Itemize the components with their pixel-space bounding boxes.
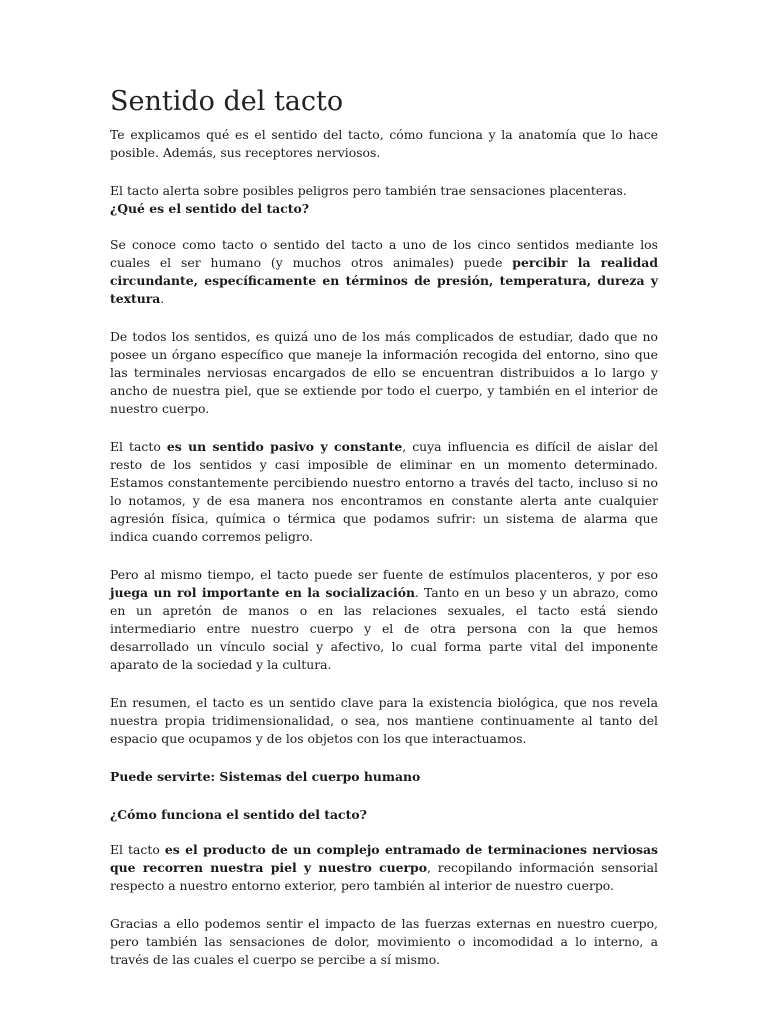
- paragraph-3-text: El tacto: [110, 439, 167, 454]
- paragraph-1-bold: percibir la realidad circundante, específicamente en términos de presión, temperatura, dureza y textura: [110, 255, 658, 306]
- paragraph-6-end: , recopilando información sensorial respecto a nuestro entorno exterior, pero también al interior de nuestro cuerpo.: [110, 860, 658, 893]
- paragraph-4: [110, 566, 658, 674]
- section-heading-que-text: ¿Qué es el sentido del tacto?: [110, 201, 309, 216]
- intro-paragraph: Te explicamos qué es el sentido del tacto, cómo funciona y la anatomía que lo hace posible. Además, sus receptores nerviosos.: [110, 127, 658, 160]
- document-page: [110, 84, 658, 969]
- paragraph-7: Gracias a ello podemos sentir el impacto de las fuerzas externas en nuestro cuerpo, pero también las sensaciones de dolor, movimiento o incomodidad a lo interno, a través de las cuales el cuerpo se percibe a sí mismo.: [110, 916, 658, 967]
- paragraph-4-end: . Tanto en un beso y un abrazo, como en un apretón de manos o en las relaciones sexuales, el tacto está siendo intermediario entre nuestro cuerpo y el de otra persona con la que hemos desarrollado un vínculo social y afectivo, lo cual forma parte vital del imponente aparato de la sociedad y la cultura.: [110, 585, 658, 672]
- see-also-text[interactable]: Puede servirte: Sistemas del cuerpo humano: [110, 769, 421, 784]
- paragraph-1-text: Se conoce como tacto o sentido del tacto a uno de los cinco sentidos mediante los cuales el ser humano (y muchos otros animales) puede: [110, 237, 658, 270]
- image-caption: El tacto alerta sobre posibles peligros pero también trae sensaciones placenteras.: [110, 183, 627, 198]
- paragraph-3-end: , cuya influencia es difícil de aislar del resto de los sentidos y casi imposible de eliminar en un momento determinado. Estamos constantemente percibiendo nuestro entorno a través del tacto, incluso si no lo notamos, y de esa manera nos encontramos en constante alerta ante cualquier agresión física, química o térmica que podamos sufrir: un sistema de alarma que indica cuando corremos peligro.: [110, 439, 658, 544]
- paragraph-4-text: Pero al mismo tiempo, el tacto puede ser fuente de estímulos placenteros, y por eso: [110, 567, 658, 582]
- section-heading-como-text: ¿Cómo funciona el sentido del tacto?: [110, 807, 367, 822]
- section-heading-como: [110, 806, 658, 824]
- page-title: Sentido del tacto: [110, 86, 344, 117]
- see-also-link[interactable]: [110, 768, 658, 786]
- paragraph-5: En resumen, el tacto es un sentido clave para la existencia biológica, que nos revela nuestra propia tridimensionalidad, o sea, nos mantiene continuamente al tanto del espacio que ocupamos y de los objetos con los que interactuamos.: [110, 695, 658, 746]
- paragraph-6-bold: es el producto de un complejo entramado de terminaciones nerviosas que recorren nuestra piel y nuestro cuerpo: [110, 842, 658, 875]
- paragraph-3: [110, 438, 658, 546]
- paragraph-6-text: El tacto: [110, 842, 165, 857]
- paragraph-6: [110, 841, 658, 895]
- paragraph-1: [110, 236, 658, 308]
- section-heading-que: [110, 200, 658, 218]
- paragraph-1-end: .: [160, 291, 165, 306]
- paragraph-3-bold: es un sentido pasivo y constante: [166, 439, 403, 454]
- paragraph-4-bold: juega un rol importante en la socialización: [110, 585, 415, 600]
- paragraph-2: De todos los sentidos, es quizá uno de los más complicados de estudiar, dado que no posee un órgano específico que maneje la información recogida del entorno, sino que las terminales nerviosas encargados de ello se encuentran distribuidos a lo largo y ancho de nuestra piel, que se extiende por todo el cuerpo, y también en el interior de nuestro cuerpo.: [110, 329, 658, 416]
